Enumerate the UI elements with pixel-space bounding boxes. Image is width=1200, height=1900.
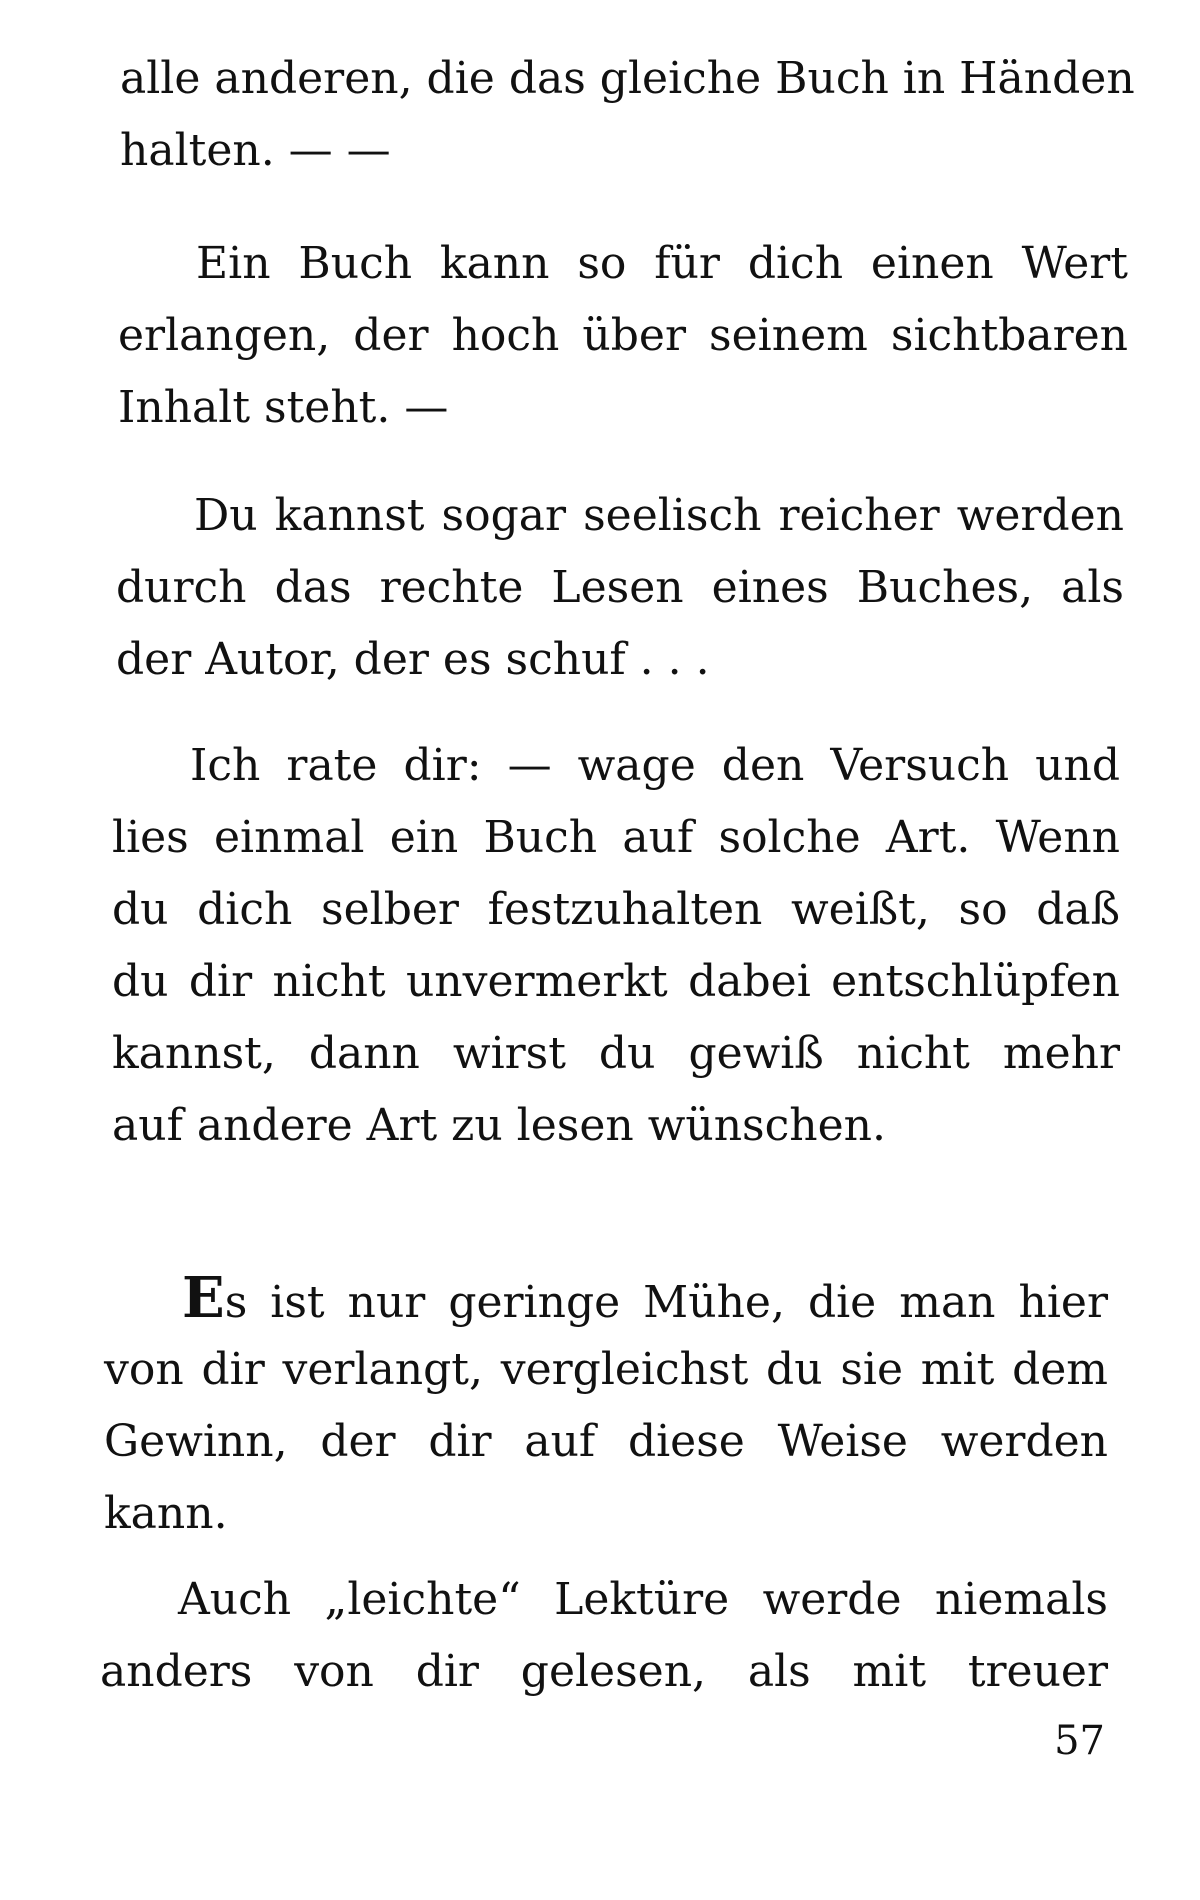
text-line: auf andere Art zu lesen wünschen. xyxy=(112,1100,886,1151)
text-line: anders von dir gelesen, als mit treuer xyxy=(100,1646,1108,1697)
paragraph-3 xyxy=(116,480,1124,696)
paragraph-6 xyxy=(100,1564,1108,1708)
text-line: der Autor, der es schuf . . . xyxy=(116,634,710,685)
text-line: Auch „leichte“ Lektüre werde niemals xyxy=(178,1574,1108,1625)
text-line: erlangen, der hoch über seinem sichtbaren xyxy=(118,310,1128,361)
text-line: alle anderen, die das gleiche Buch in Händen xyxy=(120,53,1135,104)
paragraph-1 xyxy=(120,43,1135,187)
text-line: von dir verlangt, vergleichst du sie mit dem xyxy=(104,1344,1108,1395)
text-line: Ich rate dir: — wage den Versuch und xyxy=(190,740,1120,791)
page-number: 57 xyxy=(1054,1718,1105,1764)
text-line-rest: s ist nur geringe Mühe, die man hier xyxy=(224,1277,1108,1328)
text-line xyxy=(104,1262,1108,1334)
text-line: lies einmal ein Buch auf solche Art. Wenn xyxy=(112,812,1120,863)
text-line: kannst, dann wirst du gewiß nicht mehr xyxy=(112,1028,1120,1079)
text-line: durch das rechte Lesen eines Buches, als xyxy=(116,562,1124,613)
paragraph-4 xyxy=(112,730,1120,1162)
text-line: du dir nicht unvermerkt dabei entschlüpfen xyxy=(112,956,1120,1007)
text-line: Inhalt steht. — xyxy=(118,382,449,433)
paragraph-2 xyxy=(118,228,1128,444)
text-line: Du kannst sogar seelisch reicher werden xyxy=(194,490,1124,541)
drop-cap: E xyxy=(182,1265,225,1331)
text-line: Gewinn, der dir auf diese Weise werden xyxy=(104,1416,1108,1467)
text-line: du dich selber festzuhalten weißt, so daß xyxy=(112,884,1120,935)
text-line: halten. — — xyxy=(120,125,391,176)
text-line: Ein Buch kann so für dich einen Wert xyxy=(196,238,1128,289)
paragraph-5 xyxy=(104,1262,1108,1550)
text-line: kann. xyxy=(104,1488,228,1539)
